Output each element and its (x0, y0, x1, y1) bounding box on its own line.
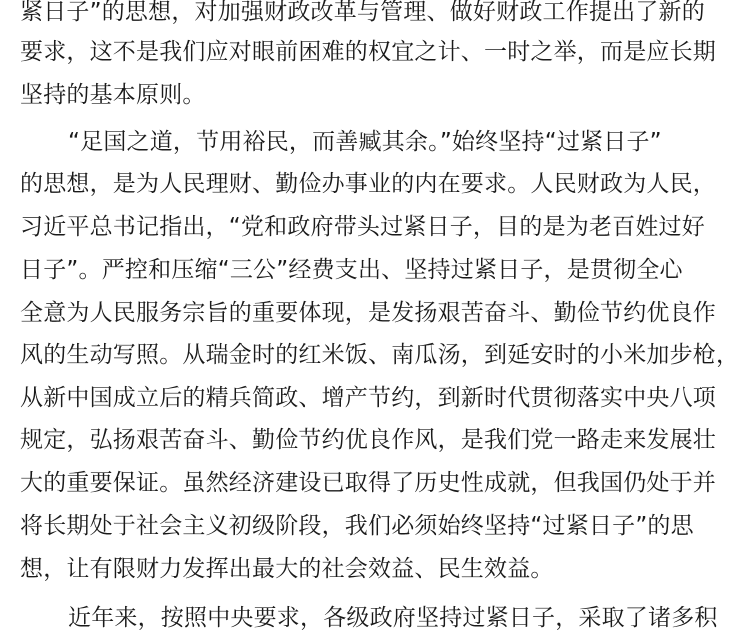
paragraph-1-line-1: 紧日子”的思想，对加强财政改革与管理、做好财政工作提出了新的 (20, 0, 705, 25)
paragraph-2-line-4: 日子”。严控和压缩“三公”经费支出、坚持过紧日子，是贯彻全心 (20, 257, 683, 283)
paragraph-2-line-10: 将长期处于社会主义初级阶段，我们必须始终坚持“过紧日子”的思 (20, 513, 694, 539)
paragraph-2-line-8: 规定，弘扬艰苦奋斗、勤俭节约优良作风，是我们党一路走来发展壮 (20, 427, 716, 453)
paragraph-2-line-9: 大的重要保证。虽然经济建设已取得了历史性成就，但我国仍处于并 (20, 470, 716, 496)
paragraph-2-line-5: 全意为人民服务宗旨的重要体现，是发扬艰苦奋斗、勤俭节约优良作 (20, 300, 716, 326)
paragraph-3-line-1: 近年来，按照中央要求，各级政府坚持过紧日子，采取了诸多积 (68, 605, 718, 631)
paragraph-2-line-7: 从新中国成立后的精兵简政、增产节约，到新时代贯彻落实中央八项 (20, 385, 716, 411)
paragraph-2-line-2: 的思想，是为人民理财、勤俭办事业的内在要求。人民财政为人民， (20, 171, 716, 197)
paragraph-1-line-2: 要求，这不是我们应对眼前困难的权宜之计、一时之举，而是应长期 (20, 39, 716, 65)
paragraph-2-line-6: 风的生动写照。从瑞金时的红米饭、南瓜汤，到延安时的小米加步枪， (20, 342, 739, 368)
paragraph-2-line-11: 想，让有限财力发挥出最大的社会效益、民生效益。 (20, 556, 554, 582)
paragraph-2-line-1: “足国之道，节用裕民，而善臧其余。”始终坚持“过紧日子” (68, 129, 662, 155)
paragraph-2-line-3: 习近平总书记指出，“党和政府带头过紧日子，目的是为老百姓过好 (20, 214, 705, 240)
paragraph-1-line-3: 坚持的基本原则。 (20, 82, 206, 108)
